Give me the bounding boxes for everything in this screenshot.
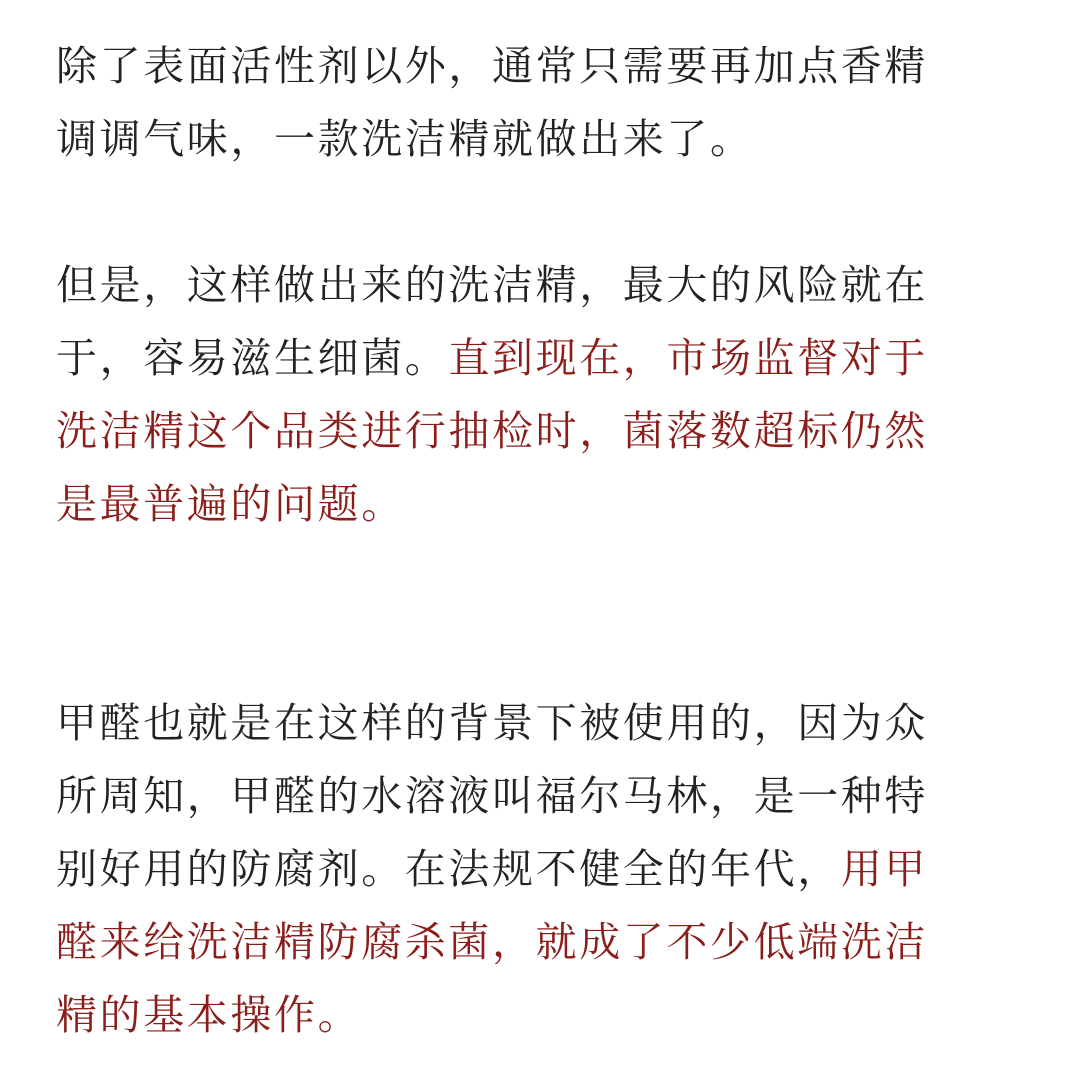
text-span: 调调气味，一款洗洁精就做出来了。 [56, 115, 754, 163]
highlighted-text: 是最普遍的问题。 [56, 480, 405, 528]
highlighted-text: 洗洁精这个品类进行抽检时，菌落数超标仍然 [56, 407, 928, 455]
highlighted-text: 精的基本操作。 [56, 991, 362, 1039]
text-line [56, 833, 1026, 906]
text-span: 但是，这样做出来的洗洁精，最大的风险就在 [56, 261, 928, 309]
highlighted-text: 用甲 [840, 845, 929, 893]
text-span: 别好用的防腐剂。在法规不健全的年代， [56, 845, 841, 893]
highlighted-text: 醛来给洗洁精防腐杀菌，就成了不少低端洗洁 [56, 918, 928, 966]
text-span: 所周知，甲醛的水溶液叫福尔马林，是一种特 [56, 772, 928, 820]
paragraph-2 [56, 249, 1026, 541]
text-span: 甲醛也就是在这样的背景下被使用的，因为众 [56, 699, 928, 747]
paragraph-3 [56, 687, 1026, 1052]
paragraph-1 [56, 30, 1026, 176]
text-line [56, 30, 1026, 103]
text-line [56, 322, 1026, 395]
text-line [56, 979, 1026, 1052]
text-line [56, 906, 1026, 979]
text-line [56, 760, 1026, 833]
text-line [56, 249, 1026, 322]
text-line [56, 103, 1026, 176]
text-line [56, 395, 1026, 468]
text-line [56, 687, 1026, 760]
article-body [56, 30, 1026, 1052]
text-line [56, 468, 1026, 541]
highlighted-text: 直到现在，市场监督对于 [448, 334, 929, 382]
text-span: 于，容易滋生细菌。 [56, 334, 449, 382]
text-span: 除了表面活性剂以外，通常只需要再加点香精 [56, 42, 928, 90]
